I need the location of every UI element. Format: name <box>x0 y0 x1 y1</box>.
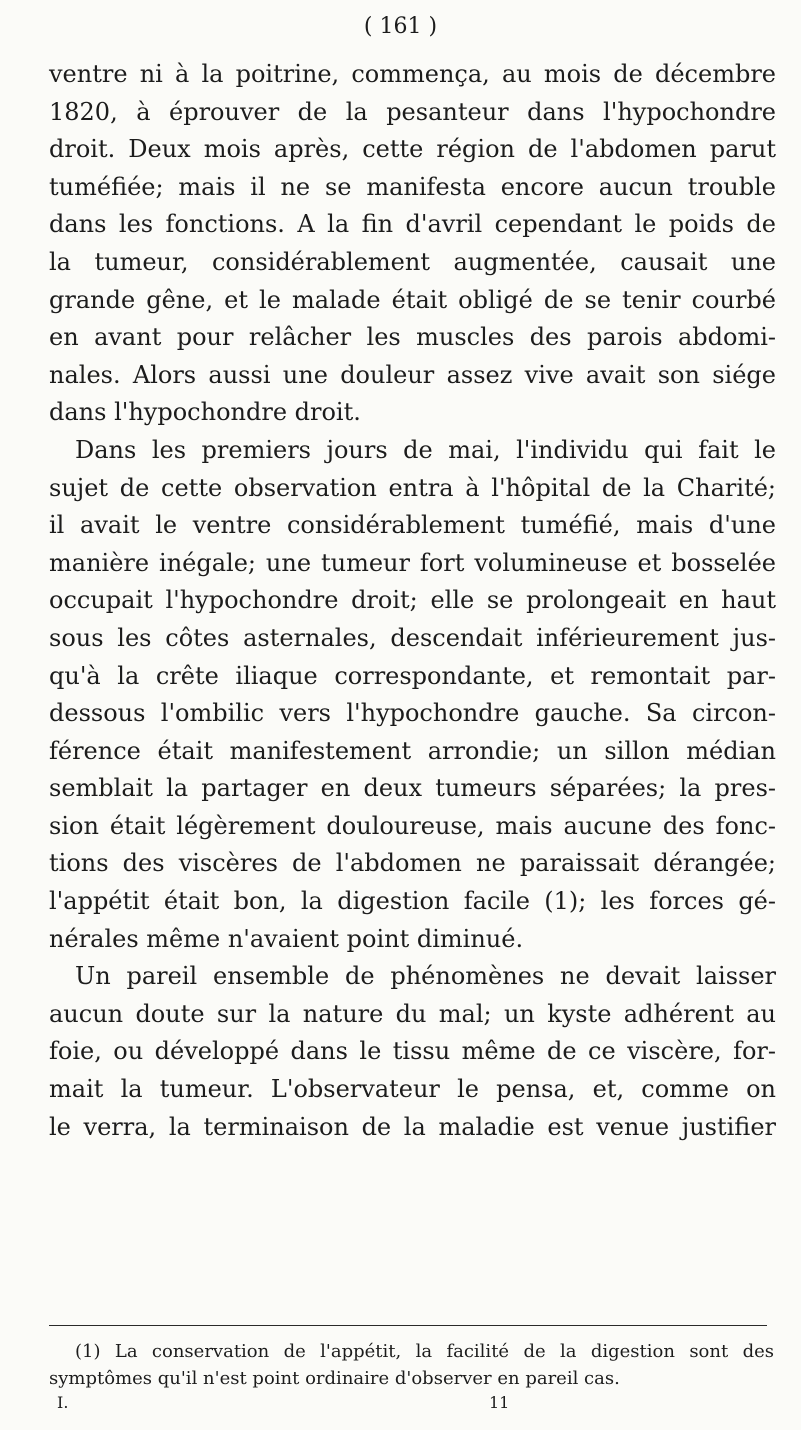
text-line: nales. Alors aussi une douleur assez vive avait son siége <box>49 360 776 389</box>
text-line: férence était manifestement arrondie; un sillon médian <box>49 736 776 765</box>
text-line: semblait la partager en deux tumeurs séparées; la pres- <box>49 774 776 803</box>
signature-right: 11 <box>489 1393 510 1412</box>
paragraph-start-line: Dans les premiers jours de mai, l'individu qui fait le <box>75 435 776 464</box>
footnote-line: symptômes qu'il n'est point ordinaire d'observer en pareil cas. <box>49 1368 620 1389</box>
text-line: sous les côtes asternales, descendait inférieurement jus- <box>49 623 776 652</box>
text-line: qu'à la crête iliaque correspondante, et remontait par- <box>49 661 776 690</box>
text-line: dans les fonctions. A la fin d'avril cependant le poids de <box>49 210 776 239</box>
paragraph-end-line: nérales même n'avaient point diminué. <box>49 924 524 953</box>
text-line: occupait l'hypochondre droit; elle se prolongeait en haut <box>49 586 776 615</box>
text-line: l'appétit était bon, la digestion facile (1); les forces gé- <box>49 887 776 916</box>
paragraph-start-line: Un pareil ensemble de phénomènes ne devait laisser <box>75 962 776 991</box>
text-line: il avait le ventre considérablement tuméfié, mais d'une <box>49 511 776 540</box>
text-line: la tumeur, considérablement augmentée, causait une <box>49 247 776 276</box>
text-line: foie, ou développé dans le tissu même de ce viscère, for- <box>49 1037 776 1066</box>
text-line: 1820, à éprouver de la pesanteur dans l'hypochondre <box>49 97 776 126</box>
paragraph-end-line: dans l'hypochondre droit. <box>49 398 361 427</box>
text-line: en avant pour relâcher les muscles des parois abdomi- <box>49 323 776 352</box>
text-line: tuméfiée; mais il ne se manifesta encore aucun trouble <box>49 172 776 201</box>
text-line: ventre ni à la poitrine, commença, au mois de décembre <box>49 60 776 88</box>
text-line: aucun doute sur la nature du mal; un kyste adhérent au <box>49 999 776 1028</box>
text-line: grande gêne, et le malade était obligé de se tenir courbé <box>49 285 776 314</box>
text-line: manière inégale; une tumeur fort volumineuse et bosselée <box>49 548 776 577</box>
text-line: sujet de cette observation entra à l'hôpital de la Charité; <box>49 473 776 502</box>
text-line: le verra, la terminaison de la maladie est venue justifier <box>49 1112 776 1141</box>
text-line: mait la tumeur. L'observateur le pensa, et, comme on <box>49 1075 776 1104</box>
text-line: tions des viscères de l'abdomen ne paraissait dérangée; <box>49 849 776 878</box>
text-line: dessous l'ombilic vers l'hypochondre gauche. Sa circon- <box>49 699 776 728</box>
page-number: ( 161 ) <box>363 14 438 39</box>
footnote-divider <box>49 1325 767 1326</box>
body-text <box>49 56 776 1146</box>
footnote-line: (1) La conservation de l'appétit, la facilité de la digestion sont des <box>75 1341 774 1362</box>
signature-left: I. <box>57 1393 69 1412</box>
text-line: droit. Deux mois après, cette région de l'abdomen parut <box>49 135 776 164</box>
footnote <box>49 1338 774 1392</box>
text-line: sion était légèrement douloureuse, mais aucune des fonc- <box>49 811 776 840</box>
